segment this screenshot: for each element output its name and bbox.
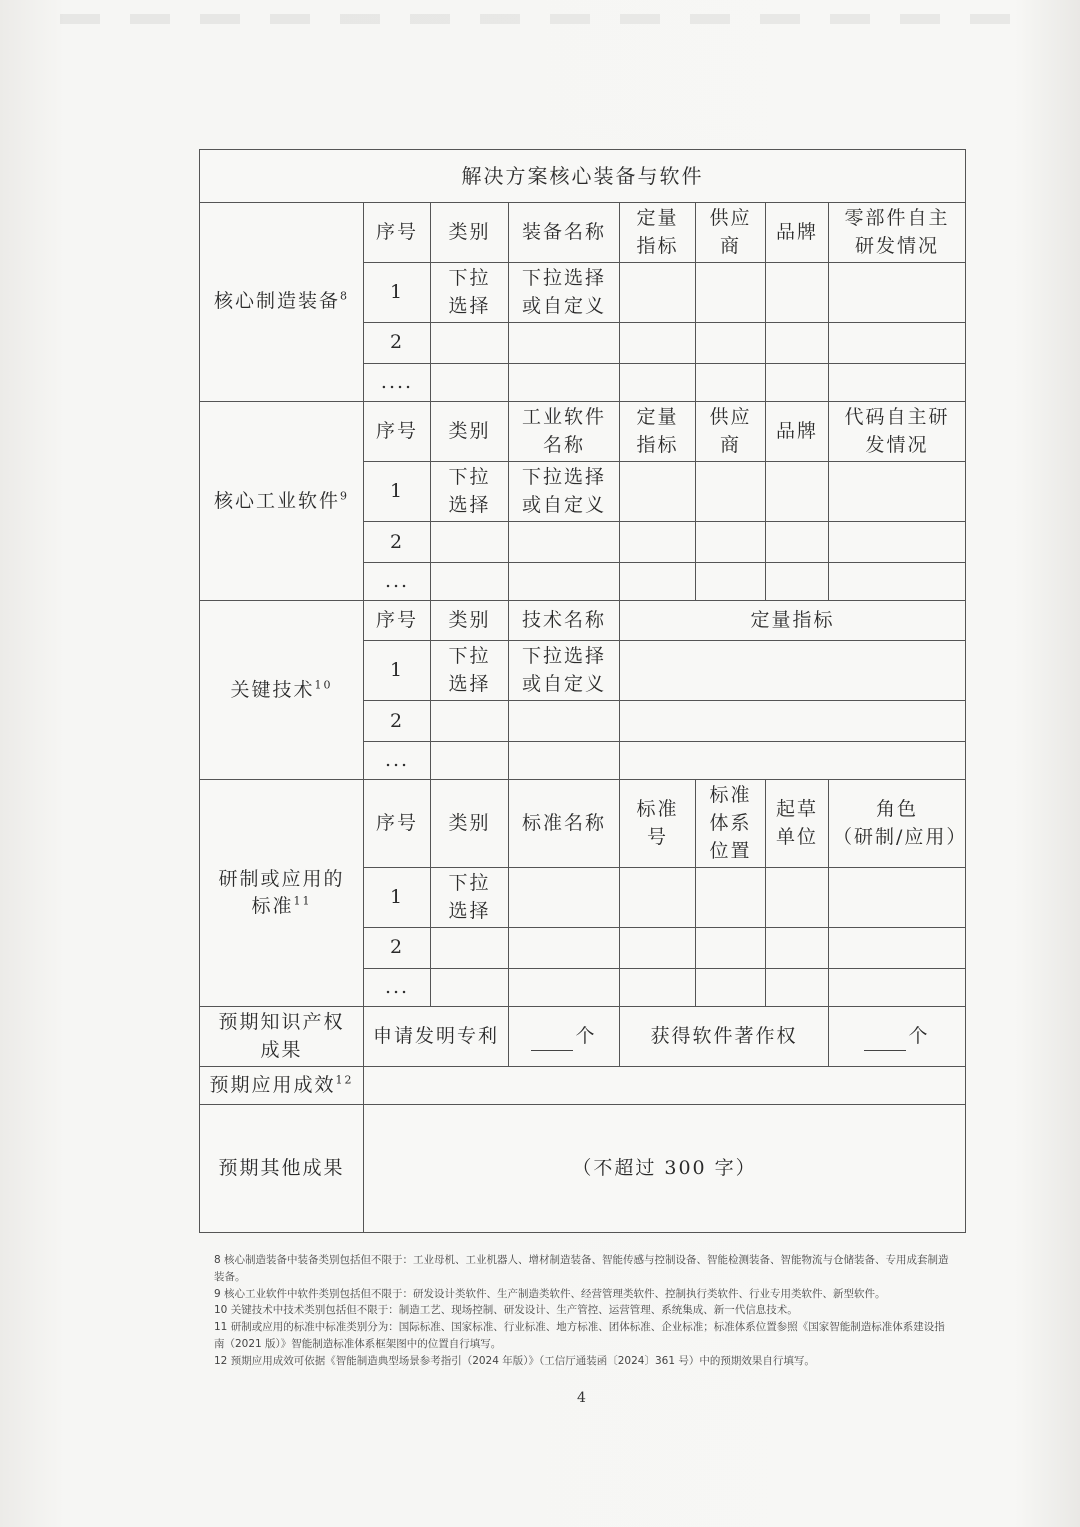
table-title: 解决方案核心装备与软件 bbox=[200, 150, 966, 203]
row-number: ... bbox=[364, 969, 431, 1007]
row-number: 2 bbox=[364, 522, 431, 563]
header-cell: 零部件自主 研发情况 bbox=[829, 203, 966, 263]
effect-label: 预期应用成效$^{12}$ bbox=[200, 1067, 364, 1105]
header-cell: 类别 bbox=[431, 601, 509, 641]
header-cell: 代码自主研 发情况 bbox=[829, 402, 966, 462]
row-number: 1 bbox=[364, 641, 431, 701]
row-number: 1 bbox=[364, 263, 431, 323]
table-cell[interactable] bbox=[766, 462, 829, 522]
category-dropdown[interactable]: 下拉 选择 bbox=[431, 263, 509, 323]
row-number: 1 bbox=[364, 462, 431, 522]
header-cell: 供应 商 bbox=[696, 402, 766, 462]
table-cell[interactable] bbox=[696, 563, 766, 601]
row-number: ... bbox=[364, 742, 431, 780]
row-number: 2 bbox=[364, 323, 431, 364]
header-cell: 定量指标 bbox=[620, 601, 966, 641]
page-number: 4 bbox=[577, 1390, 586, 1406]
table-cell[interactable] bbox=[431, 928, 509, 969]
header-cell: 类别 bbox=[431, 780, 509, 868]
row-number: .... bbox=[364, 364, 431, 402]
header-cell: 品牌 bbox=[766, 402, 829, 462]
row-number: 2 bbox=[364, 701, 431, 742]
header-cell: 定量 指标 bbox=[620, 203, 696, 263]
table-cell[interactable] bbox=[509, 868, 620, 928]
table-cell[interactable] bbox=[696, 263, 766, 323]
table-cell[interactable] bbox=[509, 701, 620, 742]
table-cell[interactable] bbox=[829, 928, 966, 969]
section-equipment-label: 核心制造装备$^8$ bbox=[200, 203, 364, 402]
header-cell: 起草 单位 bbox=[766, 780, 829, 868]
table-cell[interactable] bbox=[829, 563, 966, 601]
table-cell[interactable] bbox=[696, 462, 766, 522]
copyright-count-field[interactable]: 个 bbox=[829, 1007, 966, 1067]
technology-name-dropdown[interactable]: 下拉选择 或自定义 bbox=[509, 641, 620, 701]
table-cell[interactable] bbox=[696, 364, 766, 402]
footnote-12: 12 预期应用成效可依据《智能制造典型场景参考指引（2024 年版）》（工信厅通装函〔2024〕361 号）中的预期效果自行填写。 bbox=[214, 1354, 815, 1367]
table-cell[interactable] bbox=[829, 868, 966, 928]
header-cell: 角色 （研制/应用） bbox=[829, 780, 966, 868]
table-cell[interactable] bbox=[620, 641, 966, 701]
category-dropdown[interactable]: 下拉 选择 bbox=[431, 868, 509, 928]
table-cell[interactable] bbox=[620, 263, 696, 323]
footnote-10: 10 关键技术中技术类别包括但不限于：制造工艺、现场控制、研发设计、生产管控、运营管理、系统集成、新一代信息技术。 bbox=[214, 1304, 798, 1317]
table-cell[interactable] bbox=[829, 323, 966, 364]
table-cell[interactable] bbox=[620, 928, 696, 969]
header-cell: 序号 bbox=[364, 402, 431, 462]
table-cell[interactable] bbox=[620, 868, 696, 928]
header-cell: 类别 bbox=[431, 402, 509, 462]
table-cell[interactable] bbox=[829, 969, 966, 1007]
row-number: 2 bbox=[364, 928, 431, 969]
effect-field[interactable] bbox=[364, 1067, 966, 1105]
table-cell[interactable] bbox=[509, 928, 620, 969]
header-cell: 技术名称 bbox=[509, 601, 620, 641]
table-cell[interactable] bbox=[766, 969, 829, 1007]
table-cell[interactable] bbox=[696, 323, 766, 364]
table-cell[interactable] bbox=[696, 969, 766, 1007]
table-cell[interactable] bbox=[431, 323, 509, 364]
header-cell: 装备名称 bbox=[509, 203, 620, 263]
table-cell[interactable] bbox=[509, 563, 620, 601]
header-cell: 标准 号 bbox=[620, 780, 696, 868]
table-cell[interactable] bbox=[829, 462, 966, 522]
header-cell: 序号 bbox=[364, 601, 431, 641]
table-cell[interactable] bbox=[766, 323, 829, 364]
header-cell: 类别 bbox=[431, 203, 509, 263]
table-cell[interactable] bbox=[766, 868, 829, 928]
header-cell: 定量 指标 bbox=[620, 402, 696, 462]
table-cell[interactable] bbox=[620, 522, 696, 563]
table-cell[interactable] bbox=[620, 323, 696, 364]
other-results-field[interactable]: （不超过 300 字） bbox=[364, 1105, 966, 1233]
patent-count-blank[interactable] bbox=[531, 1034, 573, 1051]
patent-label: 申请发明专利 bbox=[364, 1007, 509, 1067]
table-cell[interactable] bbox=[431, 742, 509, 780]
table-cell[interactable] bbox=[696, 868, 766, 928]
copyright-count-blank[interactable] bbox=[864, 1034, 906, 1051]
patent-count-field[interactable]: 个 bbox=[509, 1007, 620, 1067]
table-cell[interactable] bbox=[509, 522, 620, 563]
table-cell[interactable] bbox=[620, 364, 696, 402]
footnote-8: 8 核心制造装备中装备类别包括但不限于：工业母机、工业机器人、增材制造装备、智能传感与控制设备、智能检测装备、智能物流与仓储装备、专用成套制造装备。 bbox=[214, 1254, 949, 1283]
header-cell: 序号 bbox=[364, 780, 431, 868]
table-cell[interactable] bbox=[766, 563, 829, 601]
table-cell[interactable] bbox=[766, 263, 829, 323]
software-name-dropdown[interactable]: 下拉选择 或自定义 bbox=[509, 462, 620, 522]
table-cell[interactable] bbox=[766, 928, 829, 969]
row-number: ... bbox=[364, 563, 431, 601]
other-results-label: 预期其他成果 bbox=[200, 1105, 364, 1233]
table-cell[interactable] bbox=[696, 928, 766, 969]
section-software-label: 核心工业软件$^9$ bbox=[200, 402, 364, 601]
header-cell: 供应 商 bbox=[696, 203, 766, 263]
table-cell[interactable] bbox=[829, 364, 966, 402]
table-cell[interactable] bbox=[829, 263, 966, 323]
table-cell[interactable] bbox=[696, 522, 766, 563]
table-cell[interactable] bbox=[620, 462, 696, 522]
category-dropdown[interactable]: 下拉 选择 bbox=[431, 462, 509, 522]
table-cell[interactable] bbox=[431, 522, 509, 563]
footnote-11: 11 研制或应用的标准中标准类别分为：国际标准、国家标准、行业标准、地方标准、团体标准、企业标准；标准体系位置参照《国家智能制造标准体系建设指南（2021 版）》智能制造标准体系框架图中的位置自行填写。 bbox=[214, 1321, 945, 1350]
table-cell[interactable] bbox=[829, 522, 966, 563]
section-standards-label: 研制或应用的 标准$^{11}$ bbox=[200, 780, 364, 1007]
table-cell[interactable] bbox=[509, 742, 620, 780]
table-cell[interactable] bbox=[620, 563, 696, 601]
header-cell: 标准 体系 位置 bbox=[696, 780, 766, 868]
table-cell[interactable] bbox=[431, 701, 509, 742]
row-number: 1 bbox=[364, 868, 431, 928]
ipr-label: 预期知识产权 成果 bbox=[200, 1007, 364, 1067]
footnotes bbox=[214, 1252, 950, 1370]
section-technology-label: 关键技术$^{10}$ bbox=[200, 601, 364, 780]
table-cell[interactable] bbox=[509, 969, 620, 1007]
table-cell[interactable] bbox=[620, 742, 966, 780]
copyright-label: 获得软件著作权 bbox=[620, 1007, 829, 1067]
table-cell[interactable] bbox=[766, 364, 829, 402]
header-cell: 序号 bbox=[364, 203, 431, 263]
table-cell[interactable] bbox=[431, 969, 509, 1007]
header-cell: 标准名称 bbox=[509, 780, 620, 868]
scan-header-artifact bbox=[60, 14, 1020, 24]
category-dropdown[interactable]: 下拉 选择 bbox=[431, 641, 509, 701]
table-cell[interactable] bbox=[620, 701, 966, 742]
header-cell: 品牌 bbox=[766, 203, 829, 263]
table-cell[interactable] bbox=[431, 364, 509, 402]
header-cell: 工业软件 名称 bbox=[509, 402, 620, 462]
table-cell[interactable] bbox=[766, 522, 829, 563]
table-cell[interactable] bbox=[431, 563, 509, 601]
equipment-name-dropdown[interactable]: 下拉选择 或自定义 bbox=[509, 263, 620, 323]
table-cell[interactable] bbox=[620, 969, 696, 1007]
solution-core-equipment-table bbox=[199, 149, 966, 1233]
table-cell[interactable] bbox=[509, 364, 620, 402]
footnote-9: 9 核心工业软件中软件类别包括但不限于：研发设计类软件、生产制造类软件、经营管理类软件、控制执行类软件、行业专用类软件、新型软件。 bbox=[214, 1287, 886, 1300]
table-cell[interactable] bbox=[509, 323, 620, 364]
